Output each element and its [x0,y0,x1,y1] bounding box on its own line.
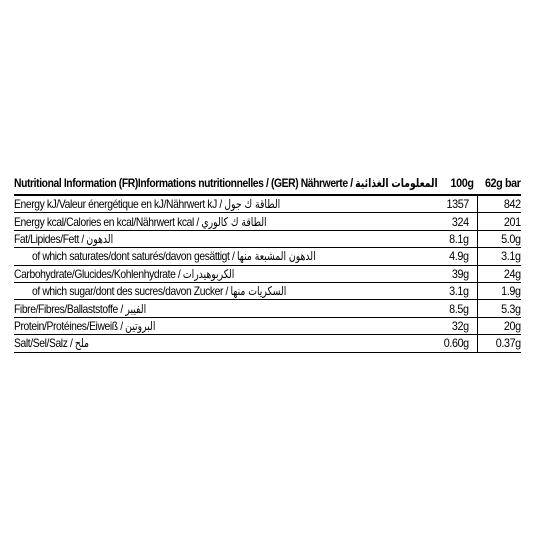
table-row-energy-kcal [14,213,521,230]
row-value-62g [478,231,521,247]
row-value-62g-text: 1.9g [501,284,521,299]
row-value-100g-text: 39g [452,266,469,281]
row-value-100g-text: 8.1g [449,231,469,246]
header-col-62g [481,172,521,193]
row-value-62g [478,196,521,212]
row-label-text: Energy kJ/Valeur énergétique en kJ/Nährwert kJ / الطاقة ك جول [14,197,281,212]
row-value-62g-text: 3.1g [501,249,521,264]
row-value-100g [438,283,478,299]
table-row-carbohydrate [14,266,521,283]
row-value-100g-text: 32g [452,318,469,333]
row-value-62g-text: 201 [504,214,521,229]
header-col-100g [445,172,481,193]
row-value-100g [438,335,478,351]
table-row-sugar [14,283,521,300]
row-value-100g [438,300,478,316]
row-label [14,284,438,298]
row-value-100g-text: 3.1g [449,284,469,299]
header-col-100g-text: 100g [450,175,474,190]
row-label-text: Protein/Protéines/Eiweiß / البروتين [14,318,156,333]
table-row-energy-kj [14,196,521,213]
row-value-62g-text: 24g [504,266,521,281]
row-value-62g [478,283,521,299]
row-label-text: of which saturates/dont saturés/davon gesättigt / الدهون المشبعة منها [32,249,316,264]
row-value-100g [438,213,478,229]
row-value-62g-text: 842 [504,197,521,212]
row-value-100g [438,231,478,247]
row-label-text: Salt/Sel/Salz / ملح [14,336,89,351]
row-value-100g [438,266,478,282]
header-label [14,176,445,190]
row-label [14,319,438,333]
table-row-protein [14,318,521,335]
row-value-100g [438,248,478,264]
row-value-62g-text: 5.3g [501,301,521,316]
row-label [14,232,438,246]
row-value-62g [478,318,521,334]
row-value-62g-text: 0.37g [495,336,521,351]
row-label [14,215,438,229]
row-label [14,249,438,263]
nutrition-table [14,172,521,353]
row-value-62g [478,266,521,282]
row-label [14,336,438,350]
table-row-fat [14,231,521,248]
row-value-100g-text: 4.9g [449,249,469,264]
row-value-62g [478,248,521,264]
row-value-100g [438,196,478,212]
row-label [14,267,438,281]
row-value-62g-text: 20g [504,318,521,333]
table-row-saturates [14,248,521,265]
table-row-fibre [14,300,521,317]
row-value-100g-text: 0.60g [443,336,469,351]
table-row-salt [14,335,521,352]
row-value-100g-text: 324 [452,214,469,229]
row-label [14,302,438,316]
row-value-100g-text: 8.5g [449,301,469,316]
table-header-row [14,172,521,196]
row-label-text: Fibre/Fibres/Ballaststoffe / الفيبر [14,301,147,316]
row-label-text: Energy kcal/Calories en kcal/Nährwert kcal / الطاقة ك كالوري [14,214,267,229]
header-col-62g-text: 62g bar [485,175,521,190]
row-label-text: Carbohydrate/Glucides/Kohlenhydrate / الكربوهيدرات [14,266,235,281]
row-value-62g [478,213,521,229]
row-value-100g-text: 1357 [446,197,469,212]
header-label-text: Nutritional Information (FR)Informations nutritionnelles / (GER) Nährwerte / المعلومات الغذائية [14,175,438,190]
row-label [14,197,438,211]
row-value-62g-text: 5.0g [501,231,521,246]
row-label-text: Fat/Lipides/Fett / الدهون [14,231,114,246]
row-value-100g [438,318,478,334]
row-value-62g [478,335,521,351]
row-label-text: of which sugar/dont des sucres/davon Zucker / السكريات منها [32,284,287,299]
row-value-62g [478,300,521,316]
